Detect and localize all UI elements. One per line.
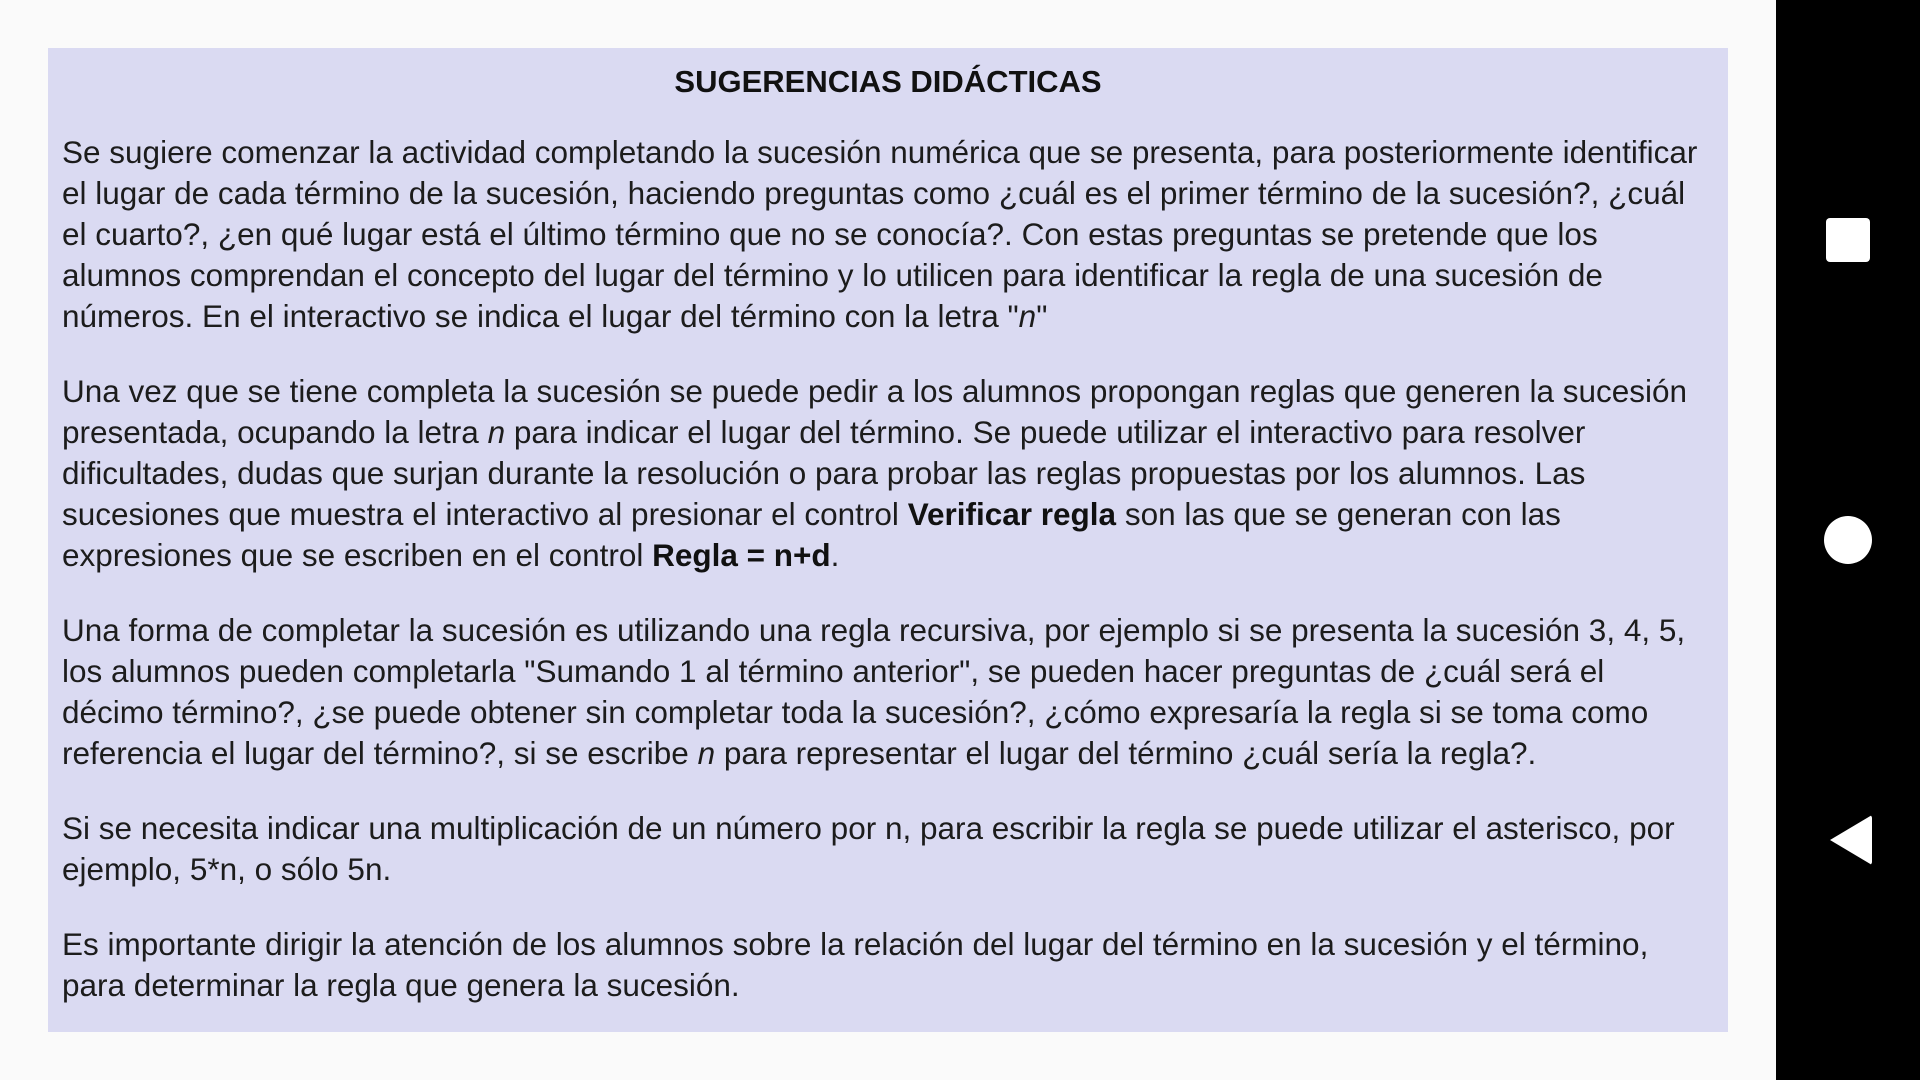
paragraph-3-text-b: para representar el lugar del término ¿cuál sería la regla?. xyxy=(715,735,1537,771)
paragraph-4: Si se necesita indicar una multiplicación de un número por n, para escribir la regla se puede utilizar el asterisco, por ejemplo, 5*n, o sólo 5n. xyxy=(62,810,1675,887)
paragraph-2-text-c: son las que se generan con las expresiones que se escriben en el control xyxy=(62,496,1561,573)
home-button[interactable] xyxy=(1776,480,1920,600)
paragraph-3-text-a: Una forma de completar la sucesión es utilizando una regla recursiva, por ejemplo si se presenta la sucesión 3, 4, 5, los alumnos pueden completarla "Sumando 1 al término anterior", se pueden hacer preguntas de ¿cuál será el décimo término?, ¿se puede obtener sin completar toda la sucesión?, ¿cómo expresaría la regla si se toma como referencia el lugar del término?, si se escribe xyxy=(62,612,1686,771)
paragraph-1-text-a: Se sugiere comenzar la actividad completando la sucesión numérica que se presenta, para posteriormente identificar el lugar de cada término de la sucesión, haciendo preguntas como ¿cuál es el primer término de la sucesión?, ¿cuál el cuarto?, ¿en qué lugar está el último término que no se conocía?. Con estas preguntas se pretende que los alumnos comprendan el concepto del lugar del término y lo utilicen para identificar la regla de una sucesión de números. En el interactivo se indica el lugar del término con la letra " xyxy=(62,134,1698,334)
rule-control-name: Regla = n+d xyxy=(652,537,831,573)
verify-rule-control-name: Verificar regla xyxy=(907,496,1117,532)
paragraph-5: Es importante dirigir la atención de los alumnos sobre la relación del lugar del término en la sucesión y el término, para determinar la regla que genera la sucesión. xyxy=(62,926,1649,1003)
paragraph-2-text-d: . xyxy=(830,537,840,573)
panel-content xyxy=(48,48,1728,1006)
android-navigation-bar xyxy=(1776,0,1920,1080)
paragraph-1-var-n: n xyxy=(1018,298,1037,334)
back-button[interactable] xyxy=(1776,780,1920,900)
paragraph-3-var-n: n xyxy=(697,735,716,771)
paragraph-3 xyxy=(62,610,1714,774)
paragraph-1-text-b: " xyxy=(1036,298,1048,334)
paragraph-2-text-b: para indicar el lugar del término. Se puede utilizar el interactivo para resolver dificultades, dudas que surjan durante la resolución o para probar las reglas propuestas por los alumnos. Las sucesiones que muestra el interactivo al presionar el control xyxy=(62,414,1586,532)
triangle-back-icon xyxy=(1830,815,1872,865)
didactic-suggestions-panel[interactable] xyxy=(48,48,1728,1032)
paragraph-2 xyxy=(62,371,1714,576)
circle-icon xyxy=(1824,516,1872,564)
paragraph-1 xyxy=(62,132,1714,337)
recents-button[interactable] xyxy=(1776,180,1920,300)
paragraph-2-text-a: Una vez que se tiene completa la sucesión se puede pedir a los alumnos propongan reglas que generen la sucesión presentada, ocupando la letra xyxy=(62,373,1688,450)
paragraph-2-var-n: n xyxy=(487,414,506,450)
panel-title: SUGERENCIAS DIDÁCTICAS xyxy=(674,64,1102,99)
square-icon xyxy=(1826,218,1870,262)
